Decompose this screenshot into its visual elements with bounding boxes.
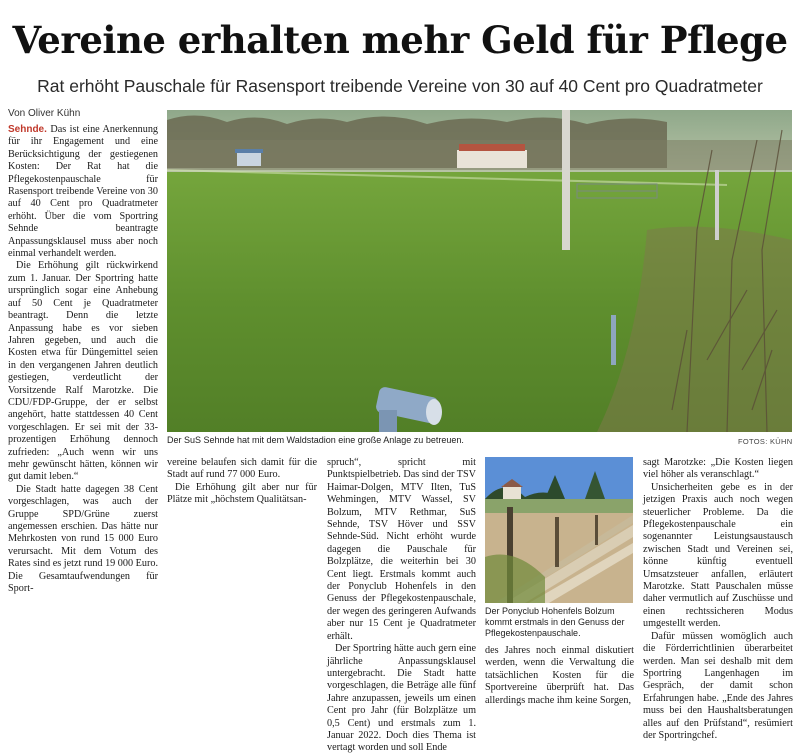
subheadline: Rat erhöht Pauschale für Rasensport treibende Vereine von 30 auf 40 Cent pro Quadratmeter [37, 76, 763, 96]
paragraph: Dafür müssen womöglich auch die Förderrichtlinien überarbeitet werden. Man sei deshalb mit dem Sportring Langenhagen im Gespräch, der damit schon Erfahrungen habe. „Ende des Jahres muss bei den Haushaltsberatungen alles auf den Prüfstand“, resümiert der Sportringchef. [643, 630, 793, 741]
ponyclub-photo [485, 457, 633, 603]
main-photo [167, 110, 792, 432]
paragraph: Die Erhöhung gilt rückwirkend zum 1. Januar. Der Sportring hatte ursprünglich sogar eine Anhebung auf 50 Cent je Quadratmeter beantragt. Denn die letzte Anpassung habe es vor sieben Jahren gegeben, und auch die Kosten etwa für Düngemittel seien in den vergangenen Jahren deutlich gestiegen, verdeutlicht der Vorsitzende Ralf Marotzke. Die CDU/FDP-Gruppe, der er selbst angehört, hatte stattdessen 40 Cent vorgeschlagen. Er sei mit der 33-prozentigen Erhöhung dennoch zufrieden: „Auch wenn wir uns mehr gewünscht hätten, können wir gut damit leben.“ [8, 260, 158, 483]
text-column-4 [485, 645, 634, 706]
text-column-3 [327, 457, 476, 754]
photo-credit: FOTOS: KÜHN [738, 437, 793, 446]
headline: Vereine erhalten mehr Geld für Pflege [12, 18, 788, 62]
paragraph: spruch“, spricht mit Punktspielbetrieb. Das sind der TSV Haimar-Dolgen, MTV Ilten, TuS Wehmingen, MTV Wassel, SV Bolzum, MTV Rethmar, SuS Sehnde, TSV Höver und SSV Sehnde-Süd. Nicht erhöht wurde dagegen die Pauschale für Bolzplätze, die weiterhin bei 30 Cent liegt. Erstmals kommt auch der Ponyclub Hohenfels in den Genuss der Pflegekostenpauschale, der wegen des geringeren Aufwands aber nur 15 Cent je Quadratmeter erhält. [327, 457, 476, 642]
main-photo-caption: Der SuS Sehnde hat mit dem Waldstadion eine große Anlage zu betreuen. [167, 435, 464, 445]
text-column-2 [167, 457, 317, 506]
paragraph [8, 124, 158, 260]
paragraph-text: Das ist eine Anerkennung für ihr Engagement und eine Berücksichtigung der gestiegenen Kosten: Der Rat hat die Pflegekostenpauschale für Rasensport treibende Vereine von 30 auf 40 Cent pro Quadratmeter erhöht. Über die vom Sportring Sehnde beantragte Anpassungsklausel muss aber noch einmal verhandelt werden. [8, 124, 159, 260]
paragraph: Die Stadt hatte dagegen 38 Cent vorgeschlagen, was auch der Gruppe SPD/Grüne zuerst angemessen erschien. Das hätte nur Mehrkosten von rund 15 000 Euro verursacht. Mit dem Votum des Rates sind es jetzt rund 19 000 Euro. Die Gesamtaufwendungen für Sport- [8, 483, 158, 595]
paddock-fence-image [485, 457, 633, 603]
place-marker: Sehnde. [8, 124, 47, 135]
paragraph: Der Sportring hätte auch gern eine jährliche Anpassungsklausel untergebracht. Die Stadt hatte vorgeschlagen, die Beträge alle fünf Jahre anzupassen, jeweils um einen Cent pro Jahr (für Bolzplätze um 0,5 Cent) und erstmals zum 1. Januar 2022. Doch dies Thema ist vertagt worden und soll Ende [327, 643, 476, 754]
byline: Von Oliver Kühn [8, 108, 81, 119]
paragraph: Unsicherheiten gebe es in der jetzigen Praxis auch noch wegen steuerlicher Probleme. Da die Pflegekostenpauschale ein sogenannter Leistungsaustausch zwischen Stadt und Vereinen sei, könne künftig eventuell Umsatzsteuer anfallen, erläutert Marotzke. Statt Pauschalen müsse daher vermutlich auf Zuschüsse und einen rechtssicheren Modus umgestellt werden. [643, 481, 793, 630]
paragraph: des Jahres noch einmal diskutiert werden, wenn die Verwaltung die tatsächlichen Kosten für die Sportvereine überprüft hat. Das allerdings mache ihm keine Sorgen, [485, 645, 634, 706]
paragraph: vereine belaufen sich damit für die Stadt auf rund 77 000 Euro. [167, 457, 317, 481]
text-column-5 [643, 457, 793, 741]
paragraph: sagt Marotzke: „Die Kosten liegen viel höher als veranschlagt.“ [643, 457, 793, 481]
ponyclub-photo-caption: Der Ponyclub Hohenfels Bolzum kommt erstmals in den Genuss der Pflegekostenpauschale. [485, 606, 625, 638]
text-column-1 [8, 124, 159, 595]
football-field-image [167, 110, 792, 432]
paragraph: Die Erhöhung gilt aber nur für Plätze mit „höchstem Qualitätsan- [167, 481, 317, 506]
